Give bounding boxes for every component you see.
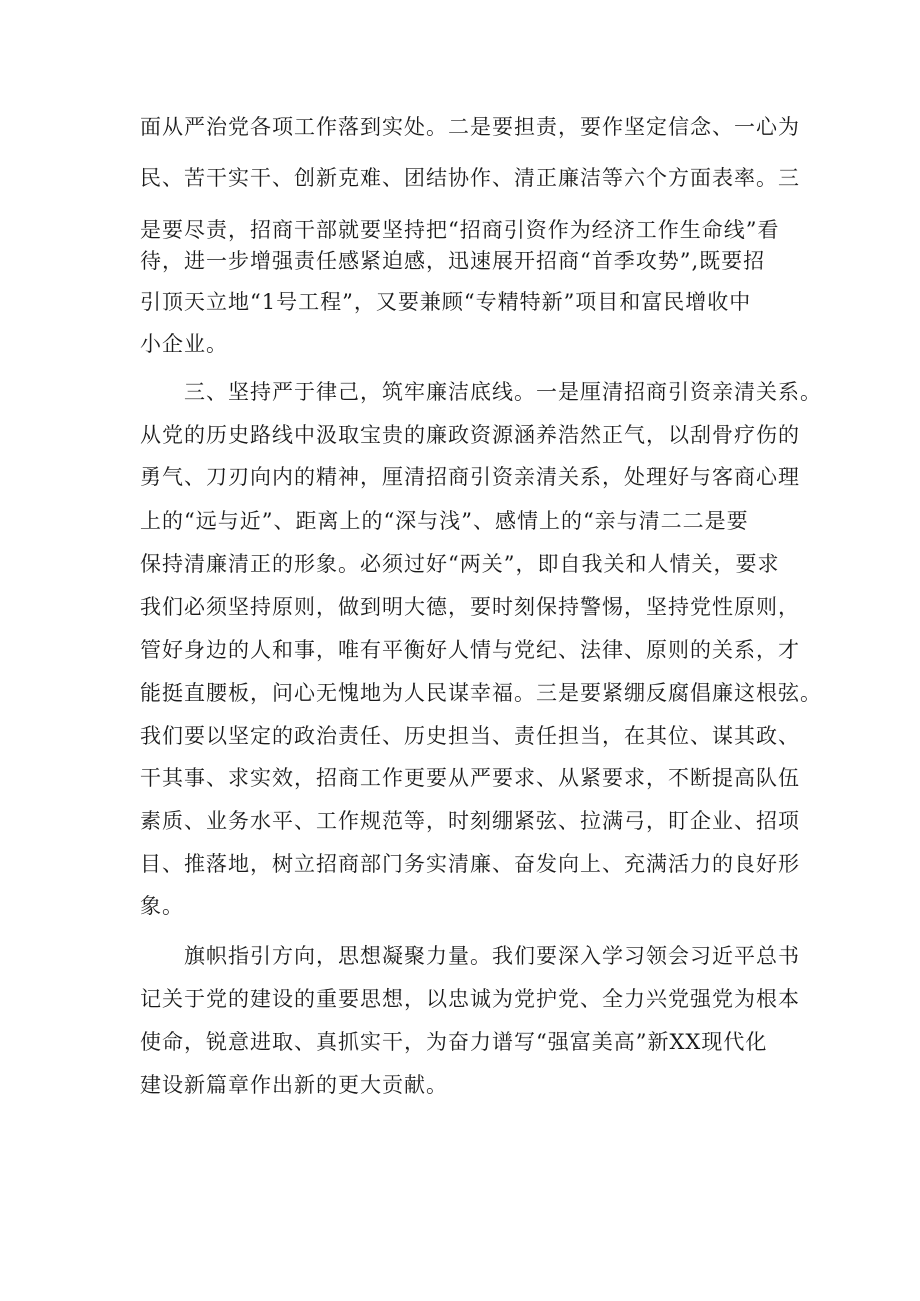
text-line: 能挺直腰板，问心无愧地为人民谋幸福。三是要紧绷反腐倡廉这根弦。 — [140, 681, 822, 705]
text-line: 勇气、刀刃向内的精神，厘清招商引资亲清关系，处理好与客商心理 — [140, 465, 800, 489]
text-line: 是要尽责，招商干部就要坚持把“招商引资作为经济工作生命线”看 — [140, 218, 780, 242]
text-line: 记关于党的建设的重要思想，以忠诚为党护党、全力兴党强党为根本 — [140, 987, 800, 1011]
text-line: 小企业。 — [140, 332, 228, 356]
text-line: 引顶天立地“1号工程”，又要兼顾“专精特新”项目和富民增收中 — [140, 290, 752, 314]
text-line: 我们必须坚持原则，做到明大德，要时刻保持警惕，坚持党性原则， — [140, 595, 800, 619]
text-line: 从党的历史路线中汲取宝贵的廉政资源涵养浩然正气，以刮骨疗伤的 — [140, 423, 800, 447]
text-line: 民、苦干实干、创新克难、团结协作、清正廉洁等六个方面表率。三 — [140, 166, 800, 190]
text-line: 建设新篇章作出新的更大贡献。 — [140, 1073, 448, 1097]
text-line: 目、推落地，树立招商部门务实清廉、奋发向上、充满活力的良好形 — [140, 852, 800, 876]
text-line: 上的“远与近”、距离上的“深与浅”、感情上的“亲与清二二是要 — [140, 509, 749, 533]
text-line: 干其事、求实效，招商工作更要从严要求、从紧要求，不断提高队伍 — [140, 766, 800, 790]
text-line: 旗帜指引方向，思想凝聚力量。我们要深入学习领会习近平总书 — [184, 944, 800, 968]
text-line: 三、坚持严于律己，筑牢廉洁底线。一是厘清招商引资亲清关系。 — [184, 380, 822, 404]
text-line: 使命，锐意进取、真抓实干，为奋力谱写“强富美高”新XX现代化 — [140, 1030, 768, 1054]
text-line: 保持清廉清正的形象。必须过好“两关”，即自我关和人情关，要求 — [140, 552, 780, 576]
text-line: 我们要以坚定的政治责任、历史担当、责任担当，在其位、谋其政、 — [140, 724, 800, 748]
text-line: 待，进一步增强责任感紧迫感，迅速展开招商“首季攻势”,既要招 — [140, 249, 766, 273]
text-line: 象。 — [140, 894, 184, 918]
text-line: 素质、业务水平、工作规范等，时刻绷紧弦、拉满弓，盯企业、招项 — [140, 809, 800, 833]
text-line: 管好身边的人和事，唯有平衡好人情与党纪、法律、原则的关系，才 — [140, 638, 800, 662]
text-line: 面从严治党各项工作落到实处。二是要担责，要作坚定信念、一心为 — [140, 115, 800, 139]
